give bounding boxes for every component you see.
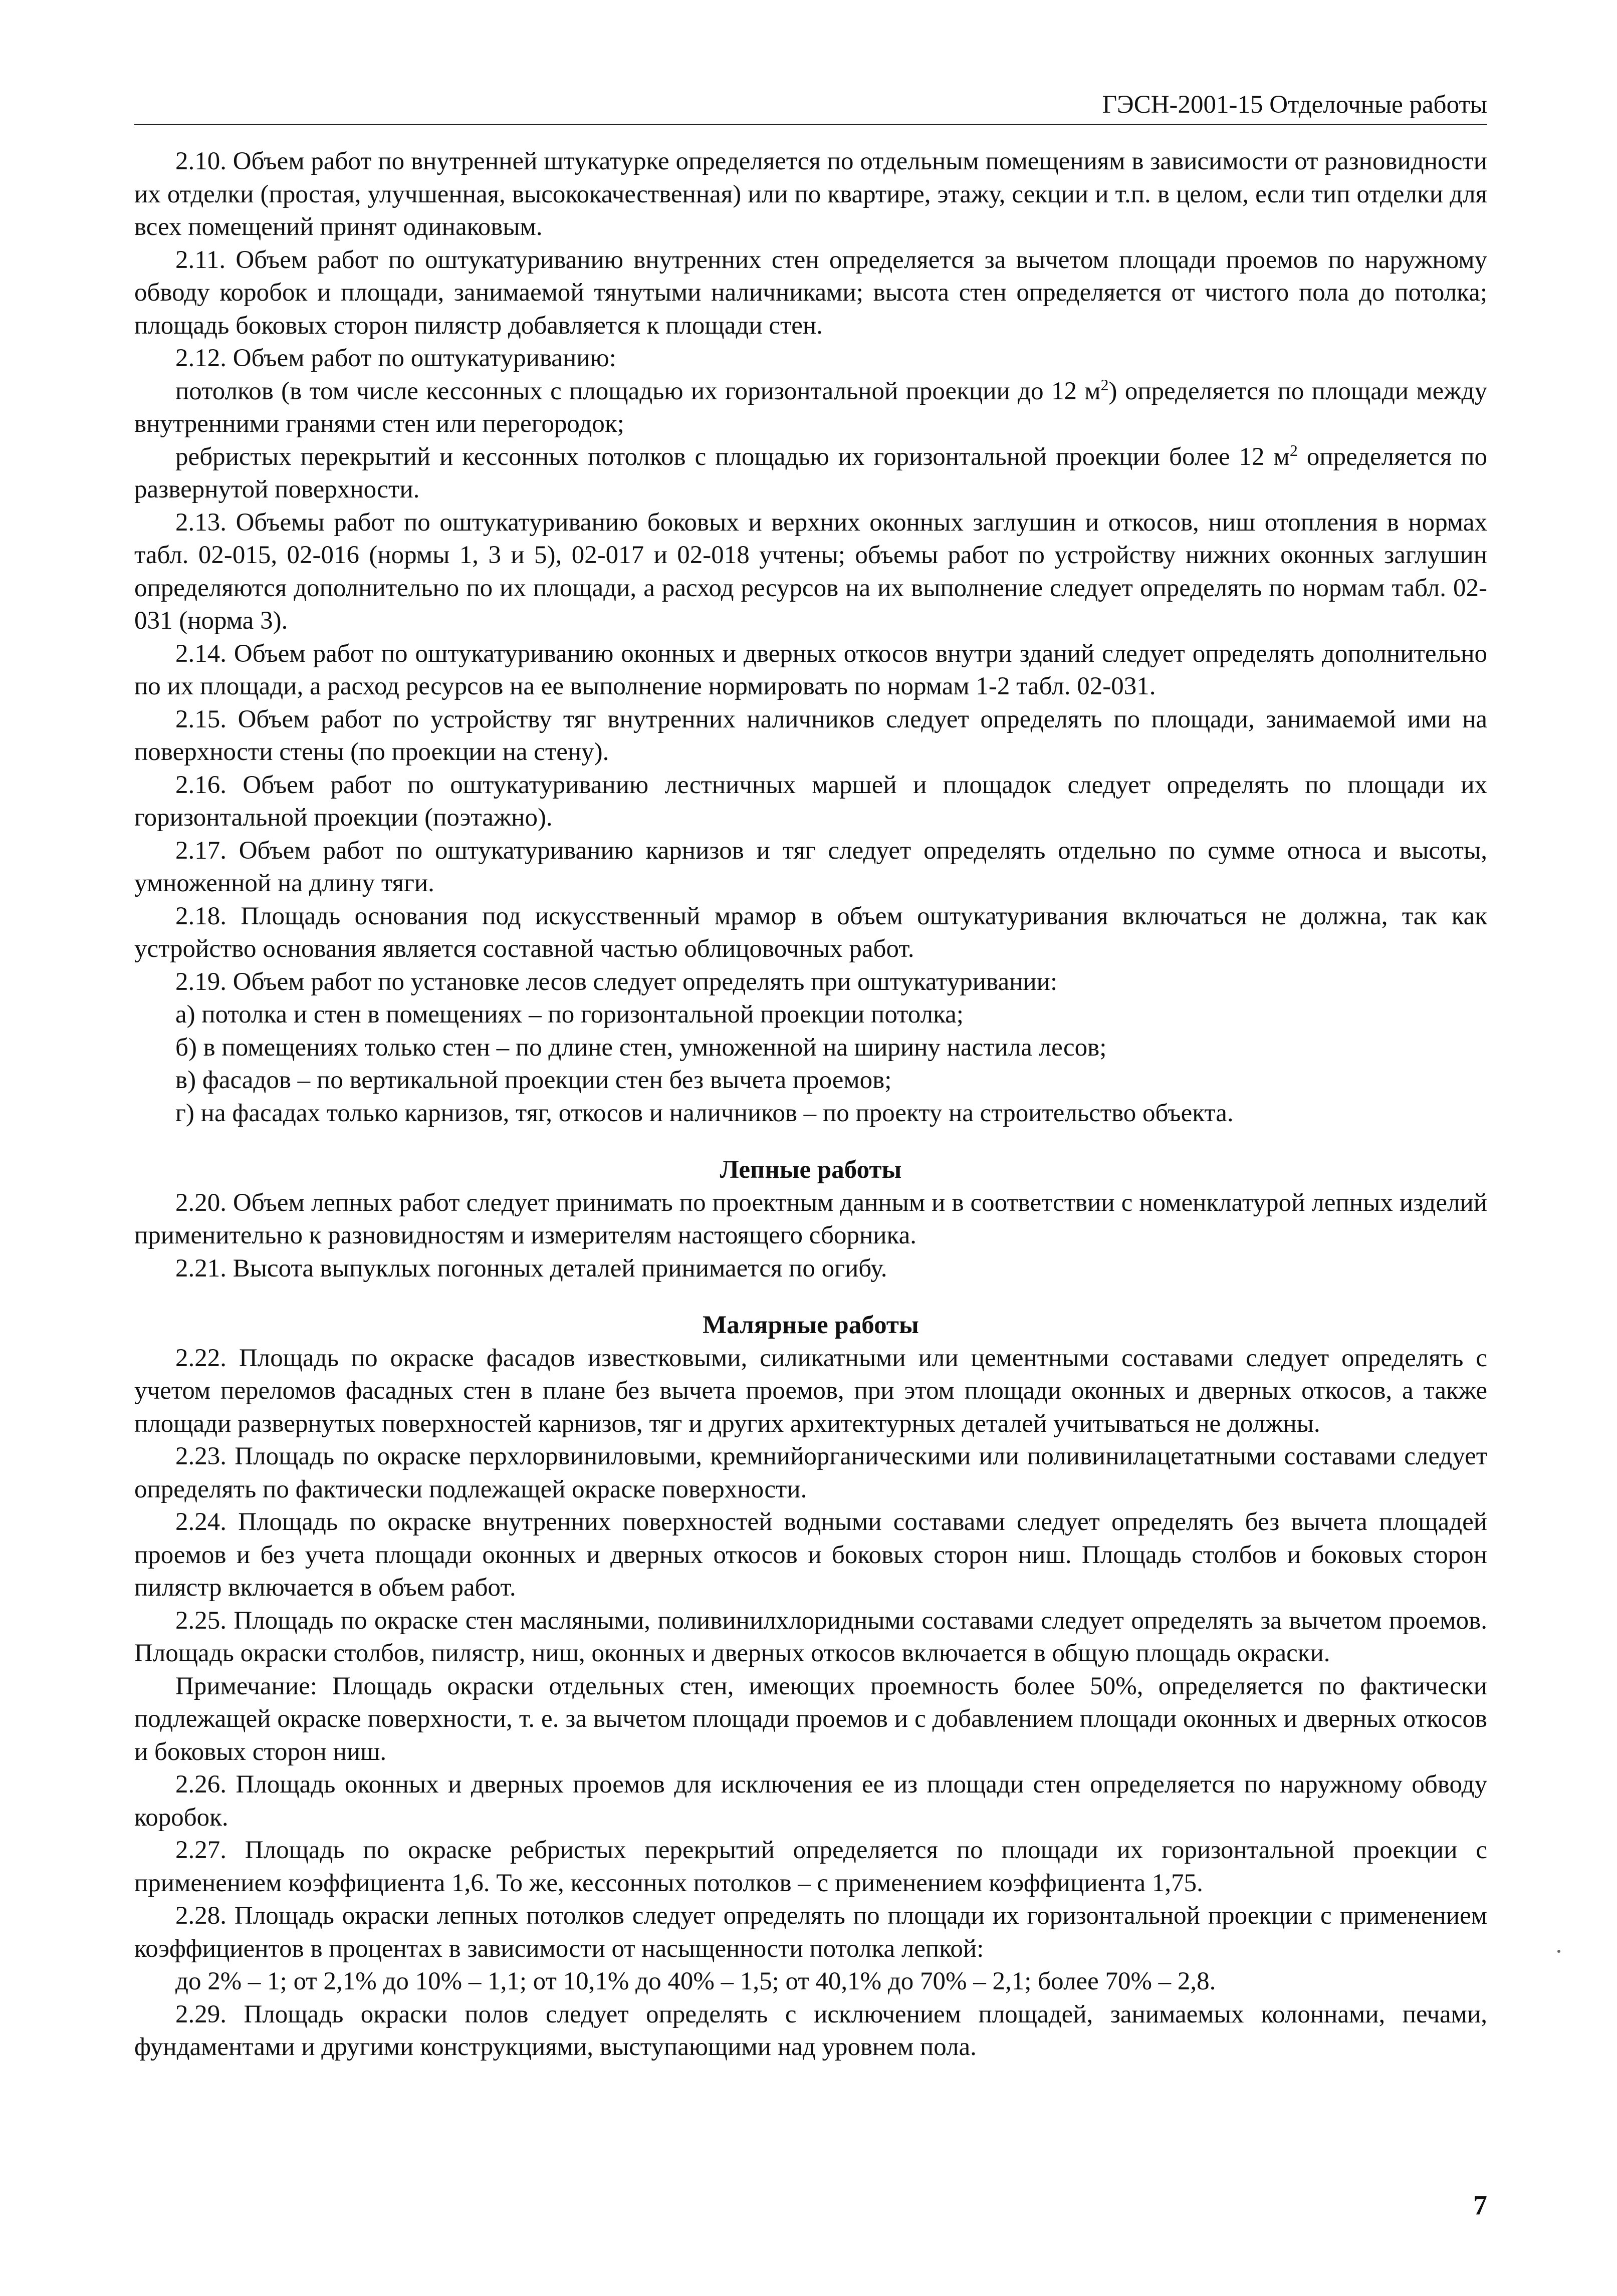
- paragraph-2-19: 2.19. Объем работ по установке лесов следует определять при оштукатуривании:: [175, 967, 1058, 996]
- paragraph-2-26: 2.26. Площадь оконных и дверных проемов для исключения ее из площади стен определяется по наружному обводу коробок.: [134, 1770, 1487, 1832]
- paragraph-2-12: 2.12. Объем работ по оштукатуриванию:: [175, 344, 616, 372]
- list-item-2-19-c: в) фасадов – по вертикальной проекции стен без вычета проемов;: [175, 1066, 892, 1094]
- scan-speck: [1557, 1950, 1560, 1953]
- paragraph-2-22: 2.22. Площадь по окраске фасадов известковыми, силикатными или цементными составами следует определять с учетом переломов фасадных стен в плане без вычета проемов, при этом площади оконных и дверных откосов, а также площади развернутых поверхностей карнизов, тяг и других архитектурных деталей учитываться не должны.: [134, 1344, 1487, 1438]
- paragraph-2-21: 2.21. Высота выпуклых погонных деталей принимается по огибу.: [175, 1254, 887, 1283]
- paragraph-2-23: 2.23. Площадь по окраске перхлорвиниловыми, кремнийорганическими или поливинилацетатными составами следует определять по фактически подлежащей окраске поверхности.: [134, 1442, 1487, 1503]
- paragraph-2-28: 2.28. Площадь окраски лепных потолков следует определять по площади их горизонтальной проекции с применением коэффициентов в процентах в зависимости от насыщенности потолка лепкой:: [134, 1902, 1487, 1963]
- section-heading-moulding: Лепные работы: [720, 1156, 902, 1184]
- paragraph-2-20: 2.20. Объем лепных работ следует принимать по проектным данным и в соответствии с номенклатурой лепных изделий применительно к разновидностям и измерителям настоящего сборника.: [134, 1188, 1487, 1249]
- square-superscript: 2: [1289, 441, 1298, 459]
- list-item-2-19-a: а) потолка и стен в помещениях – по горизонтальной проекции потолка;: [175, 1000, 964, 1029]
- paragraph-2-10: 2.10. Объем работ по внутренней штукатурке определяется по отдельным помещениям в зависимости от разновидности их отделки (простая, улучшенная, высококачественная) или по квартире, этажу, секции и т.п. в целом, если тип отделки для всех помещений принят одинаковым.: [134, 147, 1487, 241]
- paragraph-2-14: 2.14. Объем работ по оштукатуриванию оконных и дверных откосов внутри зданий следует определять дополнительно по их площади, а расход ресурсов на ее выполнение нормировать по нормам 1-2 табл. 02-031.: [134, 639, 1487, 700]
- paragraph-2-13: 2.13. Объемы работ по оштукатуриванию боковых и верхних оконных заглушин и откосов, ниш отопления в нормах табл. 02-015, 02-016 (нормы 1, 3 и 5), 02-017 и 02-018 учтены; объемы работ по устройству нижних оконных заглушин определяются дополнительно по их площади, а расход ресурсов на их выполнение следует определять по нормам табл. 02-031 (норма 3).: [134, 508, 1487, 635]
- paragraph-2-18: 2.18. Площадь основания под искусственный мрамор в объем оштукатуривания включаться не должна, так как устройство основания является составной частью облицовочных работ.: [134, 902, 1487, 963]
- paragraph-2-12-ribbed-text: ребристых перекрытий и кессонных потолков с площадью их горизонтальной проекции более 12 м: [175, 442, 1290, 471]
- paragraph-2-17: 2.17. Объем работ по оштукатуриванию карнизов и тяг следует определять отдельно по сумме относа и высоты, умноженной на длину тяги.: [134, 836, 1487, 897]
- paragraph-2-24: 2.24. Площадь по окраске внутренних поверхностей водными составами следует определять без вычета площадей проемов и без учета площади оконных и дверных откосов и боковых сторон ниш. Площадь столбов и боковых сторон пилястр включается в объем работ.: [134, 1508, 1487, 1602]
- section-heading-painting: Малярные работы: [703, 1311, 919, 1339]
- paragraph-2-25: 2.25. Площадь по окраске стен масляными, поливинилхлоридными составами следует определять за вычетом проемов. Площадь окраски столбов, пилястр, ниш, оконных и дверных откосов включается в общую площадь окраски.: [134, 1606, 1487, 1667]
- paragraph-2-12-ribbed-rest: определяется по развернутой поверхности.: [134, 442, 1487, 503]
- document-body: [134, 145, 1487, 2064]
- list-item-2-19-b: б) в помещениях только стен – по длине стен, умноженной на ширину настила лесов;: [175, 1033, 1107, 1062]
- paragraph-2-12-ribbed: [134, 441, 1487, 506]
- page-number: 7: [1473, 2190, 1487, 2221]
- paragraph-2-29: 2.29. Площадь окраски полов следует определять с исключением площадей, занимаемых колоннами, печами, фундаментами и другими конструкциями, выступающими над уровнем пола.: [134, 2000, 1487, 2061]
- note-paragraph: Примечание: Площадь окраски отдельных стен, имеющих проемность более 50%, определяется по фактически подлежащей окраске поверхности, т. е. за вычетом площади проемов и с добавлением площади оконных и дверных откосов и боковых сторон ниш.: [134, 1672, 1487, 1766]
- paragraph-2-11: 2.11. Объем работ по оштукатуриванию внутренних стен определяется за вычетом площади проемов по наружному обводу коробок и площади, занимаемой тянутыми наличниками; высота стен определяется от чистого пола до потолка; площадь боковых сторон пилястр добавляется к площади стен.: [134, 245, 1487, 340]
- paragraph-2-27: 2.27. Площадь по окраске ребристых перекрытий определяется по площади их горизонтальной проекции с применением коэффициента 1,6. То же, кессонных потолков – с применением коэффициента 1,75.: [134, 1836, 1487, 1897]
- square-superscript: 2: [1100, 375, 1109, 394]
- list-item-2-19-d: г) на фасадах только карнизов, тяг, откосов и наличников – по проекту на строительство объекта.: [175, 1099, 1234, 1127]
- paragraph-2-28-coefficients: до 2% – 1; от 2,1% до 10% – 1,1; от 10,1% до 40% – 1,5; от 40,1% до 70% – 2,1; более 70% – 2,8.: [175, 1967, 1216, 1995]
- paragraph-2-16: 2.16. Объем работ по оштукатуриванию лестничных маршей и площадок следует определять по площади их горизонтальной проекции (поэтажно).: [134, 771, 1487, 832]
- paragraph-2-12-ceilings: [134, 375, 1487, 441]
- running-header: ГЭСН-2001-15 Отделочные работы: [134, 88, 1487, 125]
- paragraph-2-15: 2.15. Объем работ по устройству тяг внутренних наличников следует определять по площади, занимаемой ими на поверхности стены (по проекции на стену).: [134, 705, 1487, 766]
- paragraph-2-12-ceilings-rest: ) определяется по площади между внутренними гранями стен или перегородок;: [134, 377, 1487, 438]
- paragraph-2-12-ceilings-text: потолков (в том числе кессонных с площадью их горизонтальной проекции до 12 м: [175, 377, 1101, 405]
